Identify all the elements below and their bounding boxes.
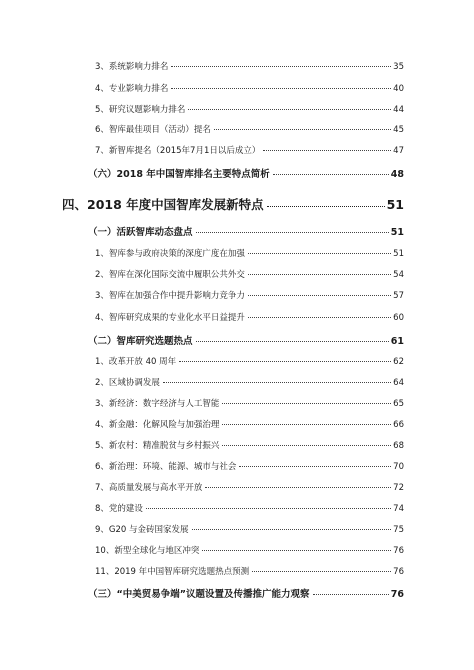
dot-leader <box>196 341 389 342</box>
dot-leader <box>146 508 391 509</box>
toc-entry-page-number: 61 <box>390 336 404 347</box>
dot-leader <box>205 487 391 488</box>
toc-entry[interactable] <box>95 418 404 430</box>
toc-entry-label: 3、系统影响力排名 <box>95 62 169 72</box>
toc-entry-label: （一）活跃智库动态盘点 <box>88 227 193 238</box>
toc-entry-page-number: 47 <box>393 146 404 156</box>
toc-entry[interactable] <box>95 565 404 577</box>
toc-entry[interactable] <box>88 333 404 347</box>
toc-entry-page-number: 64 <box>393 378 404 388</box>
dot-leader <box>248 295 391 296</box>
toc-entry-label: 4、专业影响力排名 <box>95 84 169 94</box>
dot-leader <box>188 109 391 110</box>
toc-entry-page-number: 51 <box>386 197 404 212</box>
dot-leader <box>222 445 391 446</box>
dot-leader <box>163 382 391 383</box>
toc-entry-label: 4、新金融：化解风险与加强治理 <box>95 420 220 430</box>
dot-leader <box>263 150 391 151</box>
toc-entry[interactable] <box>88 586 404 600</box>
toc-entry[interactable] <box>95 311 404 323</box>
toc-entry-page-number: 65 <box>393 399 404 409</box>
toc-entry-label: 2、智库在深化国际交流中履职公共外交 <box>95 270 245 280</box>
dot-leader <box>171 88 391 89</box>
dot-leader <box>248 317 391 318</box>
dot-leader <box>214 129 391 130</box>
dot-leader <box>248 253 391 254</box>
toc-entry-page-number: 40 <box>393 84 404 94</box>
toc-entry-page-number: 62 <box>393 357 404 367</box>
toc-entry[interactable] <box>95 289 404 301</box>
dot-leader <box>267 206 385 207</box>
toc-entry[interactable] <box>95 103 404 115</box>
dot-leader <box>222 424 391 425</box>
toc-entry[interactable] <box>95 481 404 493</box>
toc-entry[interactable] <box>95 355 404 367</box>
toc-entry-label: 8、党的建设 <box>95 504 143 514</box>
toc-entry-page-number: 35 <box>393 62 404 72</box>
dot-leader <box>239 466 391 467</box>
toc-entry-label: 1、改革开放 40 周年 <box>95 357 177 367</box>
toc-entry[interactable] <box>95 247 404 259</box>
dot-leader <box>273 174 389 175</box>
toc-entry-label: 1、智库参与政府决策的深度广度在加强 <box>95 249 245 259</box>
toc-entry-page-number: 66 <box>393 420 404 430</box>
toc-entry-label: （二）智库研究选题热点 <box>88 336 193 347</box>
toc-entry-label: 9、G20 与金砖国家发展 <box>95 525 189 535</box>
toc-entry-page-number: 45 <box>393 125 404 135</box>
dot-leader <box>192 529 392 530</box>
toc-entry-label: 6、新治理：环境、能源、城市与社会 <box>95 462 237 472</box>
toc-entry[interactable] <box>95 376 404 388</box>
toc-entry-label: 5、新农村：精准脱贫与乡村振兴 <box>95 441 220 451</box>
dot-leader <box>248 274 391 275</box>
toc-entry[interactable] <box>62 195 404 213</box>
toc-entry[interactable] <box>95 82 404 94</box>
toc-entry-label: 四、2018 年度中国智库发展新特点 <box>62 197 264 212</box>
toc-entry-page-number: 75 <box>393 525 404 535</box>
toc-entry-label: 7、新智库提名（2015年7月1日以后成立） <box>95 146 261 156</box>
toc-entry-page-number: 48 <box>390 169 404 180</box>
toc-entry-page-number: 51 <box>390 227 404 238</box>
toc-entry[interactable] <box>95 460 404 472</box>
dot-leader <box>313 594 389 595</box>
toc-entry-page-number: 76 <box>393 546 404 556</box>
toc-entry-label: 2、区域协调发展 <box>95 378 160 388</box>
toc-entry[interactable] <box>95 123 404 135</box>
toc-entry-page-number: 68 <box>393 441 404 451</box>
toc-entry-label: （六）2018 年中国智库排名主要特点简析 <box>88 169 270 180</box>
toc-entry-label: 11、2019 年中国智库研究选题热点预测 <box>95 567 250 577</box>
toc-entry-label: 3、新经济：数字经济与人工智能 <box>95 399 220 409</box>
toc-entry-label: 6、智库最佳项目（活动）提名 <box>95 125 211 135</box>
toc-entry[interactable] <box>95 397 404 409</box>
toc-entry[interactable] <box>95 439 404 451</box>
toc-entry[interactable] <box>95 60 404 72</box>
toc-entry-label: 4、智库研究成果的专业化水平日益提升 <box>95 313 245 323</box>
toc-entry-page-number: 54 <box>393 270 404 280</box>
toc-entry-page-number: 57 <box>393 291 404 301</box>
toc-entry-page-number: 72 <box>393 483 404 493</box>
toc-entry-page-number: 51 <box>393 249 404 259</box>
toc-entry[interactable] <box>95 268 404 280</box>
toc-entry-page-number: 76 <box>390 589 404 600</box>
toc-entry-label: 5、研究议题影响力排名 <box>95 105 186 115</box>
dot-leader <box>252 571 391 572</box>
toc-entry[interactable] <box>95 144 404 156</box>
dot-leader <box>202 550 391 551</box>
toc-entry[interactable] <box>95 502 404 514</box>
toc-entry-page-number: 74 <box>393 504 404 514</box>
toc-entry[interactable] <box>88 166 404 180</box>
dot-leader <box>171 66 391 67</box>
toc-entry-page-number: 44 <box>393 105 404 115</box>
dot-leader <box>222 403 391 404</box>
toc-entry-label: 3、智库在加强合作中提升影响力竞争力 <box>95 291 245 301</box>
toc-entry[interactable] <box>95 544 404 556</box>
toc-entry[interactable] <box>88 224 404 238</box>
toc-entry-label: 7、高质量发展与高水平开放 <box>95 483 203 493</box>
toc-entry-page-number: 70 <box>393 462 404 472</box>
dot-leader <box>179 361 391 362</box>
toc-entry-label: 10、新型全球化与地区冲突 <box>95 546 200 556</box>
toc-entry-page-number: 76 <box>393 567 404 577</box>
toc-entry-page-number: 60 <box>393 313 404 323</box>
toc-entry[interactable] <box>95 523 404 535</box>
toc-entry-label: （三）“中美贸易争端”议题设置及传播推广能力观察 <box>88 589 310 600</box>
dot-leader <box>196 232 389 233</box>
